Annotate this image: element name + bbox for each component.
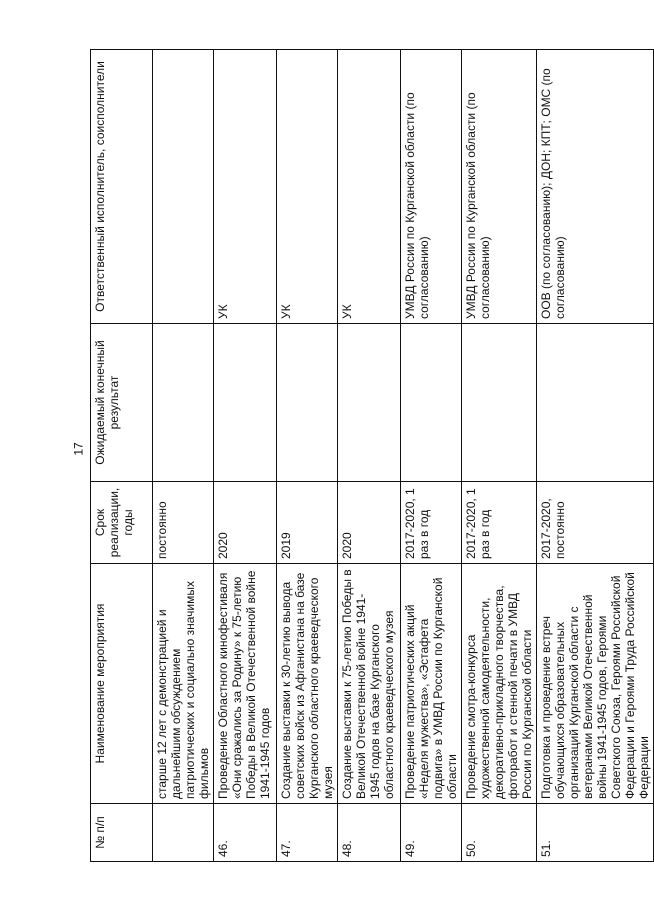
cell-executor: УК xyxy=(277,50,338,324)
page-number: 17 xyxy=(71,442,86,456)
cell-result xyxy=(462,324,537,482)
cell-term: 2020 xyxy=(214,482,277,564)
document-page xyxy=(90,50,651,862)
cell-result xyxy=(338,324,401,482)
header-name: Наименование мероприятия xyxy=(91,564,153,804)
cell-num: 49. xyxy=(401,804,462,862)
cell-name: Проведение смотра-конкурса художественной самодеятельности, декоративно-прикладного творчества, фоторабот и стенной печати в УМВД России по Курганской области xyxy=(462,564,537,804)
cell-term: 2019 xyxy=(277,482,338,564)
cell-result xyxy=(214,324,277,482)
cell-num: 46. xyxy=(214,804,277,862)
table-row xyxy=(401,50,462,862)
table-header-row xyxy=(91,50,153,862)
cell-executor: ООВ (по согласованию); ДОН; КПТ; ОМС (по согласованию) xyxy=(537,50,654,324)
cell-executor: УК xyxy=(214,50,277,324)
cell-term: постоянно xyxy=(153,482,214,564)
cell-name: старше 12 лет с демонстрацией и дальнейшим обсуждением патриотических и социально значимых фильмов xyxy=(153,564,214,804)
table-row xyxy=(462,50,537,862)
table-row xyxy=(277,50,338,862)
header-num: № п/п xyxy=(91,804,153,862)
cell-num xyxy=(153,804,214,862)
cell-name: Создание выставки к 75-летию Победы в Великой Отечественной войне 1941-1945 годов на базе Курганского областного краеведческого музея xyxy=(338,564,401,804)
cell-executor xyxy=(153,50,214,324)
cell-executor: УМВД России по Курганской области (по согласованию) xyxy=(401,50,462,324)
cell-executor: УМВД России по Курганской области (по согласованию) xyxy=(462,50,537,324)
cell-name: Проведение Областного кинофестиваля «Они сражались за Родину» к 75-летию Победы в Великой Отечественной войне 1941-1945 годов xyxy=(214,564,277,804)
cell-term: 2020 xyxy=(338,482,401,564)
cell-num: 50. xyxy=(462,804,537,862)
table-row xyxy=(338,50,401,862)
cell-num: 51. xyxy=(537,804,654,862)
table-row xyxy=(214,50,277,862)
cell-executor: УК xyxy=(338,50,401,324)
cell-result xyxy=(401,324,462,482)
cell-name: Подготовка и проведение встреч обучающихся образовательных организаций Курганской области с ветеранами Великой Отечественной войны 1941-1945 годов, Героями Советского Союза, Героями Российской Федерации и Героями Труда Российской Федерации xyxy=(537,564,654,804)
cell-num: 48. xyxy=(338,804,401,862)
table-row xyxy=(153,50,214,862)
header-term: Срок реализации, годы xyxy=(91,482,153,564)
header-result: Ожидаемый конечный результат xyxy=(91,324,153,482)
table-row xyxy=(537,50,654,862)
cell-result xyxy=(153,324,214,482)
events-table xyxy=(90,49,654,862)
cell-result xyxy=(537,324,654,482)
cell-name: Создание выставки к 30-летию вывода советских войск из Афганистана на базе Курганского областного краеведческого музея xyxy=(277,564,338,804)
cell-term: 2017-2020, 1 раз в год xyxy=(462,482,537,564)
header-executor: Ответственный исполнитель, соисполнители xyxy=(91,50,153,324)
cell-name: Проведение патриотических акций «Неделя мужества», «Эстафета подвига» в УМВД России по Курганской области xyxy=(401,564,462,804)
cell-term: 2017-2020, постоянно xyxy=(537,482,654,564)
cell-num: 47. xyxy=(277,804,338,862)
cell-term: 2017-2020, 1 раз в год xyxy=(401,482,462,564)
cell-result xyxy=(277,324,338,482)
